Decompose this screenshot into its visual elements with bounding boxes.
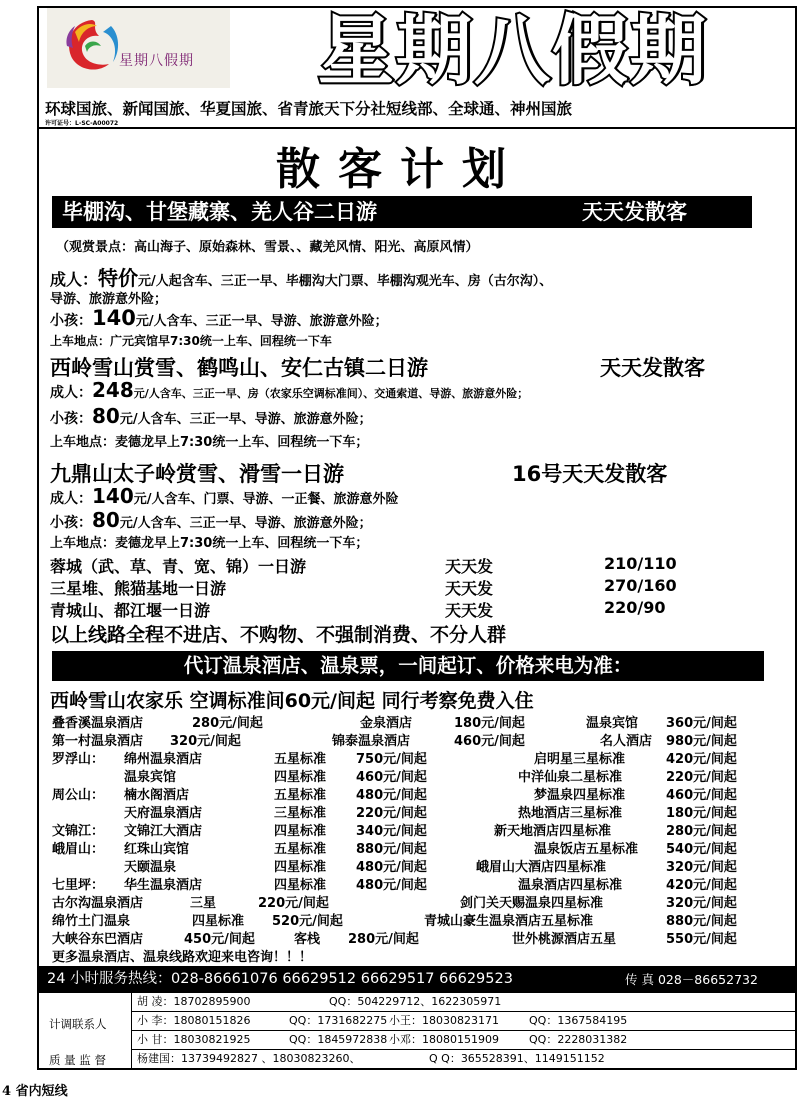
hotel-name: 客栈 (294, 932, 321, 947)
hotel-name: 大峡谷东巴酒店 (52, 932, 144, 947)
day-trip-price: 270/160 (604, 576, 677, 595)
hotel-name: 古尔沟温泉酒店 (52, 896, 144, 911)
tour2-adult (50, 378, 528, 402)
hotel-area: 峨眉山： (52, 842, 105, 857)
notice: 以上线路全程不进店、不购物、不强制消费、不分人群 (50, 624, 507, 646)
day-trip-freq: 天天发 (445, 557, 494, 576)
hotel-name: 剑门关天赐温泉四星标准 (460, 896, 604, 911)
hotel-name: 天府温泉酒店 (124, 806, 203, 821)
day-trip-name: 青城山、都江堰一日游 (50, 601, 211, 620)
child-label: 小孩： (50, 515, 92, 531)
logo-text: 星期八假期 (119, 53, 194, 69)
contact-qq: QQ：1731682275 (289, 1014, 388, 1027)
day-trip-name: 三星堆、熊猫基地一日游 (50, 579, 227, 598)
tour3-tag: 16号天天发散客 (512, 462, 668, 486)
hotel-grade: 五星标准 (274, 842, 327, 857)
hotline-bar (39, 966, 795, 993)
hotel-name: 叠香溪温泉酒店 (52, 716, 144, 731)
child-desc: 元/人含车、三正一早、导游、旅游意外险； (135, 314, 388, 329)
hotel-grade: 四星标准 (274, 860, 327, 875)
tour2-title: 西岭雪山赏雪、鹤鸣山、安仁古镇二日游 (50, 356, 428, 380)
hotel-area: 文锦江： (52, 824, 105, 839)
hotel-price: 480元/间起 (356, 878, 427, 893)
child-label: 小孩： (50, 313, 92, 329)
tour3-child (50, 508, 372, 532)
contacts-label: 计调联系人 (49, 1017, 107, 1031)
day-trip-name: 蓉城（武、草、青、宽、锦）一日游 (50, 557, 307, 576)
hotel-name: 绵竹土门温泉 (52, 914, 131, 929)
tour3-title: 九鼎山太子岭赏雪、滑雪一日游 (50, 462, 344, 486)
contact-qq: QQ：504229712、1622305971 (329, 995, 502, 1008)
hotel-price: 460元/间起 (666, 788, 737, 803)
tour2-child (50, 404, 372, 428)
tour3-adult (50, 484, 399, 508)
hotel-price: 180元/间起 (454, 716, 525, 731)
contact: 小邓：18080151909 (389, 1033, 499, 1046)
hotel-name: 青城山豪生温泉酒店五星标准 (424, 914, 594, 929)
hotel-price: 320元/间起 (666, 896, 737, 911)
hotel-bar (52, 651, 764, 681)
hotel-grade: 四星标准 (274, 824, 327, 839)
page-number: 4 省内短线 (2, 1084, 68, 1099)
hotel-name: 启明星三星标准 (534, 752, 626, 767)
tour1-bar (52, 196, 752, 228)
tour1-sights: （观赏景点：高山海子、原始森林、雪景、、藏羌风情、阳光、高原风情） (56, 240, 479, 255)
hotel-price: 280元/间起 (666, 824, 737, 839)
tour1-title: 毕棚沟、甘堡藏寨、羌人谷二日游 (62, 200, 377, 224)
hotel-price: 480元/间起 (356, 860, 427, 875)
hotel-area: 罗浮山： (52, 752, 105, 767)
hotel-area: 七里坪： (52, 878, 105, 893)
agency-list: 环球国旅、新闻国旅、华夏国旅、省青旅天下分社短线部、全球通、神州国旅 (45, 100, 573, 118)
tour2-pickup: 上车地点：麦德龙早上7:30统一上车、回程统一下车； (50, 435, 369, 450)
hotel-grade: 三星 (190, 896, 217, 911)
hotel-price: 540元/间起 (666, 842, 737, 857)
adult-desc: 元/人起含车、三正一早、毕棚沟大门票、毕棚沟观光车、房（古尔沟）、 (138, 274, 553, 289)
hotel-grade: 四星标准 (274, 878, 327, 893)
adult-desc: 元/人含车、门票、导游、一正餐、旅游意外险 (133, 492, 399, 507)
xiling-line: 西岭雪山农家乐 空调标准间60元/间起 同行考察免费入住 (50, 690, 534, 712)
adult-label: 成人： (50, 491, 92, 507)
hotel-price: 480元/间起 (356, 788, 427, 803)
hotline-label: 24 小时服务热线： (47, 971, 172, 987)
tour1-pickup: 上车地点：广元宾馆早7:30统一上车、回程统一下车 (50, 334, 332, 348)
hotel-name: 楠水阁酒店 (124, 788, 190, 803)
hotel-price: 450元/间起 (184, 932, 255, 947)
contact: 小 李：18080151826 (137, 1014, 251, 1027)
hotel-price: 180元/间起 (666, 806, 737, 821)
contact: 小王：18030823171 (389, 1014, 499, 1027)
child-desc: 元/人含车、三正一早、导游、旅游意外险； (119, 412, 372, 427)
contact: 胡 凌：18702895900 (137, 995, 251, 1008)
tour1-adult-desc2: 导游、旅游意外险； (50, 292, 168, 307)
adult-price: 140 (92, 484, 134, 508)
hotel-grade: 五星标准 (274, 788, 327, 803)
day-trip-price: 210/110 (604, 554, 677, 573)
hotel-price: 220元/间起 (258, 896, 329, 911)
contact-row (39, 1012, 795, 1030)
tour1-adult (50, 262, 552, 291)
supervisor: 杨建国：13739492827 、18030823260、 (137, 1052, 361, 1065)
hotel-grade: 四星标准 (274, 770, 327, 785)
day-trip-price: 220/90 (604, 598, 666, 617)
tour1-child (50, 306, 388, 330)
hotel-grade: 四星标准 (192, 914, 245, 929)
hotel-price: 980元/间起 (666, 734, 737, 749)
hotel-name: 华生温泉酒店 (124, 878, 203, 893)
hotel-name: 温泉宾馆 (586, 716, 639, 731)
tour1-tag: 天天发散客 (582, 200, 687, 224)
child-price: 80 (92, 404, 120, 428)
adult-label: 成人： (50, 270, 99, 289)
adult-label: 成人： (50, 385, 92, 401)
logo (47, 8, 230, 88)
contact: 小 甘：18030821925 (137, 1033, 251, 1046)
page-title: 散客计划 (276, 144, 524, 195)
adult-price: 248 (92, 378, 134, 402)
hotel-price: 280元/间起 (192, 716, 263, 731)
hotel-price: 280元/间起 (348, 932, 419, 947)
adult-price: 特价 (98, 266, 139, 290)
hotel-name: 红珠山宾馆 (124, 842, 190, 857)
supervisor-qq: Q Q：365528391、1149151152 (429, 1052, 605, 1065)
hotel-price: 880元/间起 (666, 914, 737, 929)
hotel-price: 460元/间起 (454, 734, 525, 749)
hotel-name: 热地酒店三星标准 (518, 806, 623, 821)
hotel-bar-text: 代订温泉酒店、温泉票，一间起订、价格来电为准： (183, 654, 633, 677)
day-trip-freq: 天天发 (445, 579, 494, 598)
hotel-name: 温泉饭店五星标准 (534, 842, 639, 857)
hotel-price: 320元/间起 (170, 734, 241, 749)
more-info: 更多温泉酒店、温泉线路欢迎来电咨询！！！ (52, 950, 313, 965)
logo-swirl-icon (61, 16, 123, 78)
hotel-price: 750元/间起 (356, 752, 427, 767)
child-label: 小孩： (50, 411, 92, 427)
supervise-label: 质 量 监 督 (49, 1053, 106, 1067)
day-trip-freq: 天天发 (445, 601, 494, 620)
hotel-price: 360元/间起 (666, 716, 737, 731)
fax: 传 真 028－86652732 (625, 972, 758, 987)
hotel-price: 340元/间起 (356, 824, 427, 839)
contact-row (39, 1031, 795, 1049)
child-price: 140 (92, 306, 136, 330)
hotel-grade: 三星标准 (274, 806, 327, 821)
hotel-price: 880元/间起 (356, 842, 427, 857)
brand-title: 星期八假期 (318, 6, 708, 95)
hotel-name: 温泉酒店四星标准 (518, 878, 623, 893)
hotel-name: 金泉酒店 (360, 716, 413, 731)
tour3-pickup: 上车地点：麦德龙早上7:30统一上车、回程统一下车； (50, 536, 369, 551)
license-number: 许可证号：L-SC-A00072 (45, 120, 119, 127)
hotel-name: 梦温泉四星标准 (534, 788, 626, 803)
hotel-name: 名人酒店 (600, 734, 653, 749)
hotline-numbers: 028-86661076 66629512 66629517 66629523 (171, 971, 513, 987)
hotel-name: 天颐温泉 (124, 860, 177, 875)
hotel-price: 460元/间起 (356, 770, 427, 785)
hotel-name: 新天地酒店四星标准 (494, 824, 612, 839)
hotel-name: 中洋仙泉二星标准 (518, 770, 623, 785)
contact-row (39, 993, 795, 1011)
footer (39, 966, 795, 1068)
contact-qq: QQ：1845972838 (289, 1033, 388, 1046)
child-desc: 元/人含车、三正一早、导游、旅游意外险； (119, 516, 372, 531)
hotel-price: 220元/间起 (356, 806, 427, 821)
hotel-price: 320元/间起 (666, 860, 737, 875)
hotel-price: 550元/间起 (666, 932, 737, 947)
hotel-grid (52, 712, 764, 970)
contact-qq: QQ：1367584195 (529, 1014, 628, 1027)
adult-desc: 元/人含车、三正一早、房（农家乐空调标准间）、交通索道、导游、旅游意外险； (133, 387, 529, 400)
header-divider (37, 127, 797, 129)
hotel-name: 绵州温泉酒店 (124, 752, 203, 767)
hotel-price: 220元/间起 (666, 770, 737, 785)
hotel-price: 520元/间起 (272, 914, 343, 929)
supervise-row (39, 1050, 795, 1068)
hotel-name: 峨眉山大酒店四星标准 (476, 860, 607, 875)
hotel-area: 周公山： (52, 788, 105, 803)
hotel-name: 世外桃源酒店五星 (512, 932, 617, 947)
hotel-grade: 五星标准 (274, 752, 327, 767)
contact-qq: QQ：2228031382 (529, 1033, 628, 1046)
hotel-name: 文锦江大酒店 (124, 824, 203, 839)
hotel-price: 420元/间起 (666, 752, 737, 767)
hotel-name: 锦泰温泉酒店 (332, 734, 411, 749)
hotel-name: 温泉宾馆 (124, 770, 177, 785)
hotel-price: 420元/间起 (666, 878, 737, 893)
tour2-tag: 天天发散客 (600, 356, 705, 380)
hotel-name: 第一村温泉酒店 (52, 734, 144, 749)
child-price: 80 (92, 508, 120, 532)
